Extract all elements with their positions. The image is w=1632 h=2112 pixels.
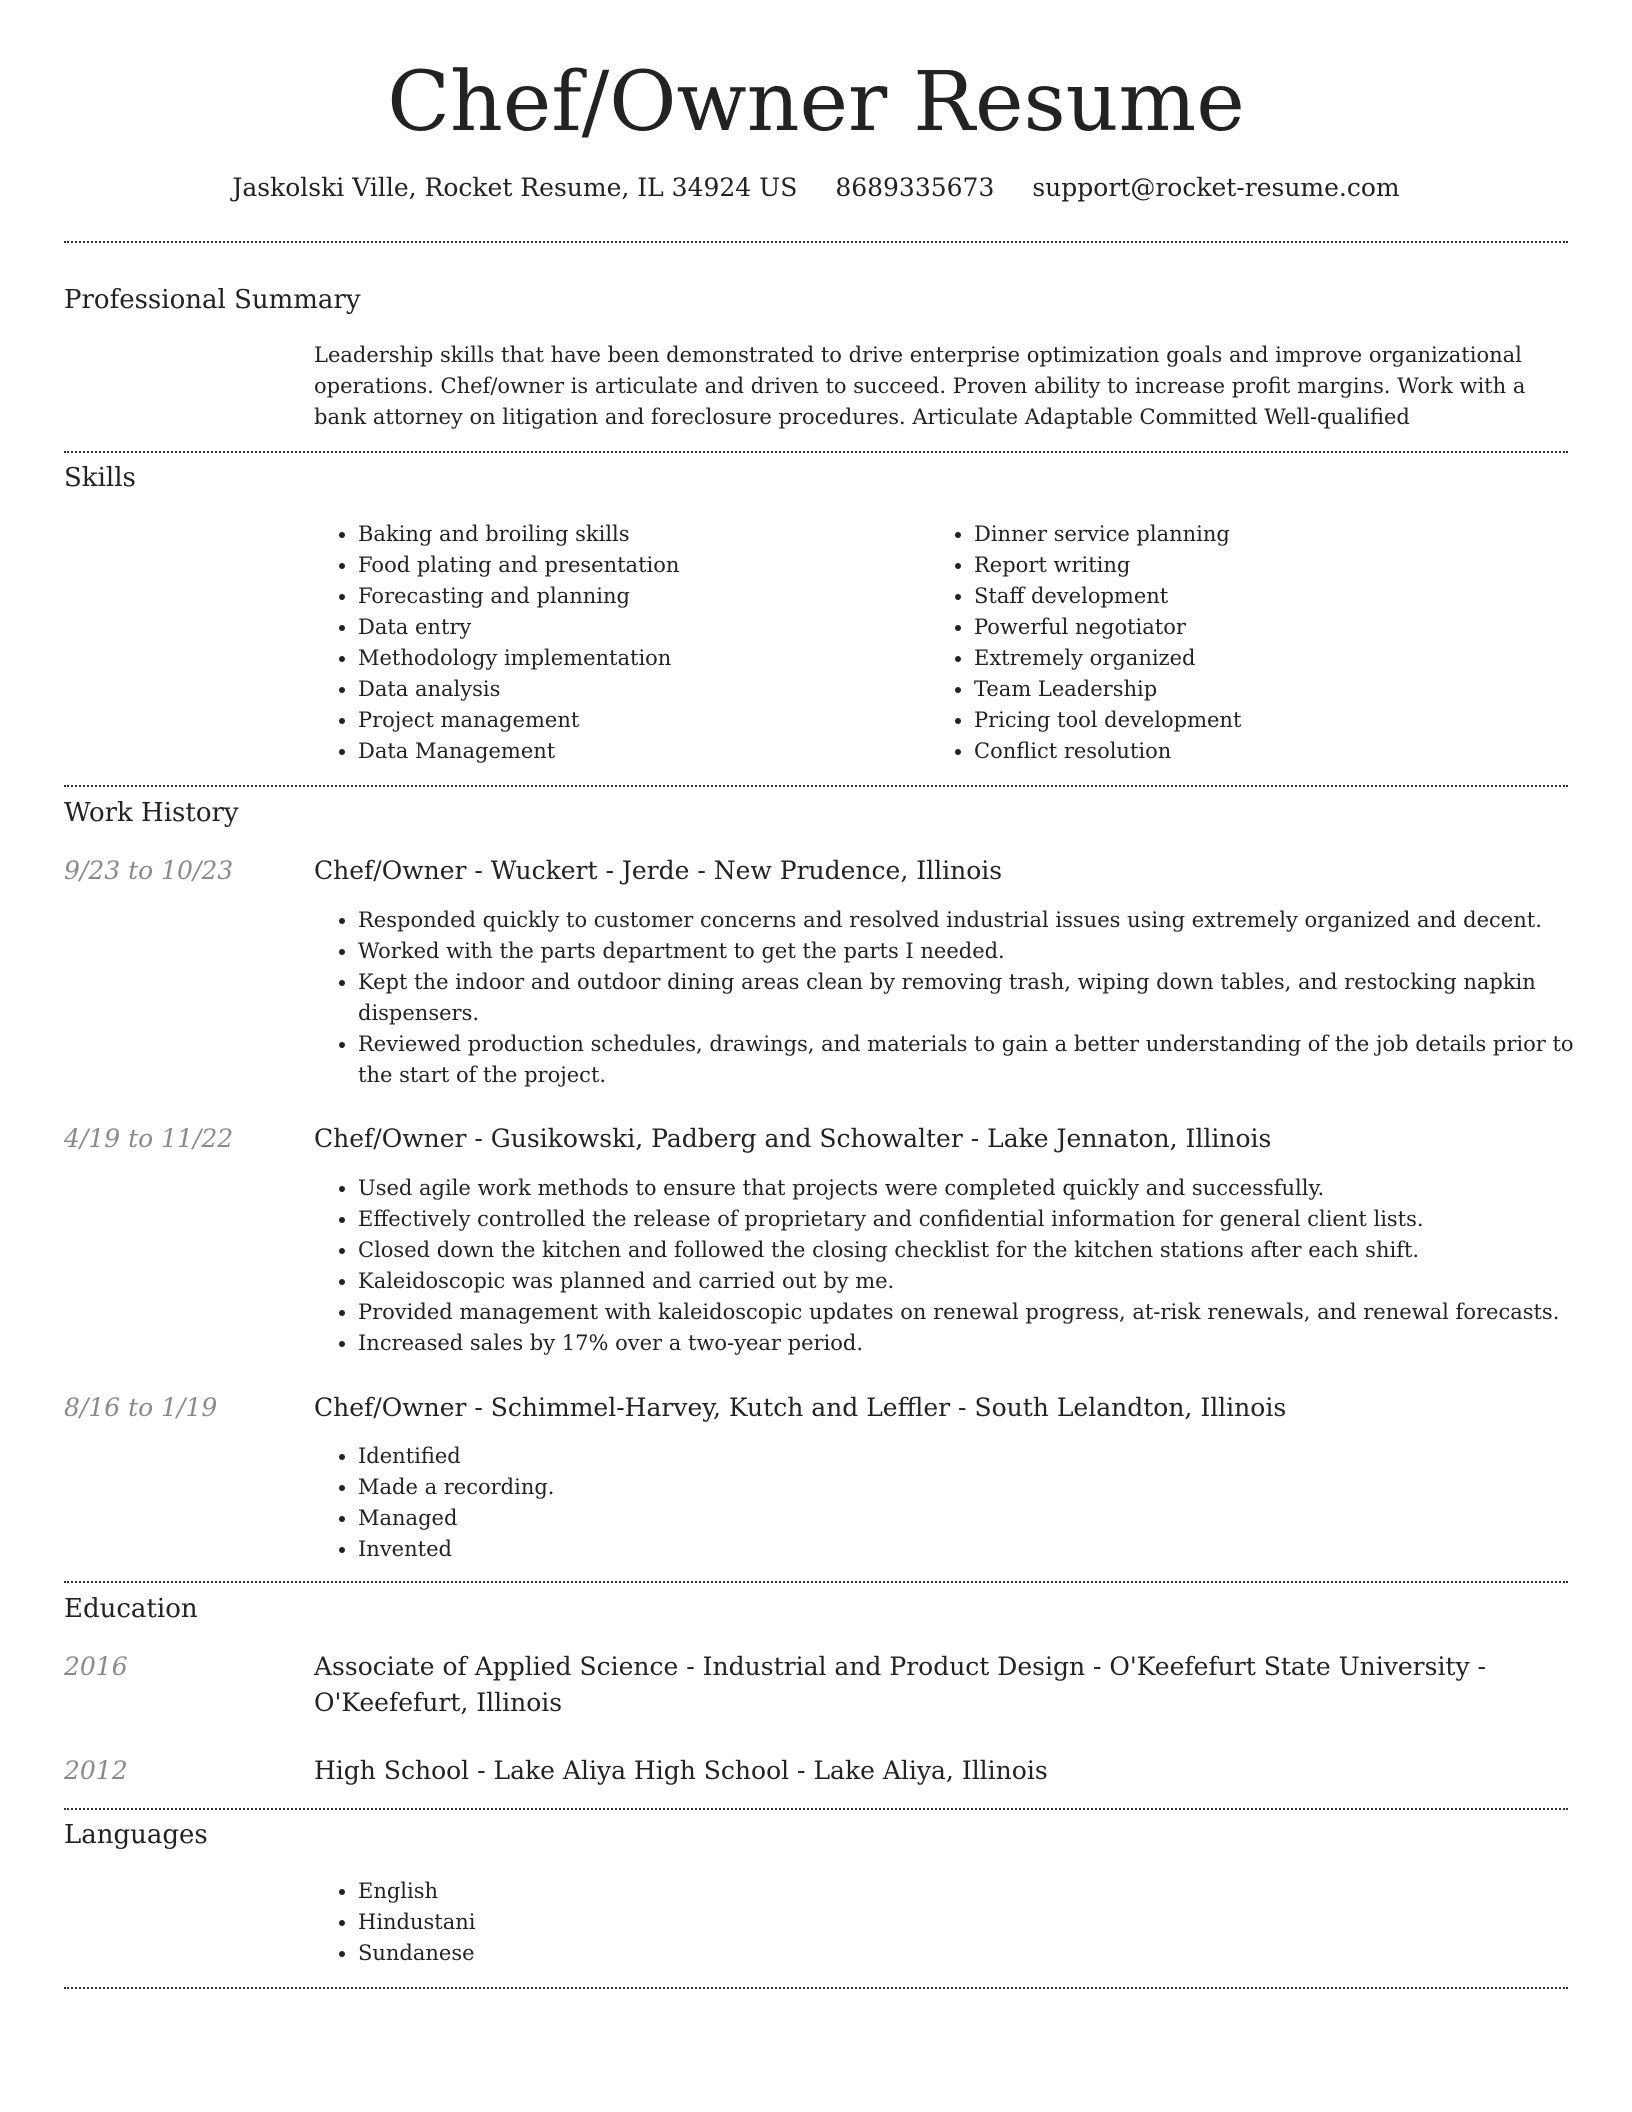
- education-year: 2016: [64, 1652, 128, 1681]
- job-title: Chef/Owner - Schimmel-Harvey, Kutch and Leffler - South Lelandton, Illinois: [314, 1393, 1287, 1422]
- contact-line: [0, 168, 1632, 208]
- job-bullet: • Reviewed production schedules, drawings, and materials to gain a better understanding of the job details prior to the start of the project.: [358, 1029, 1608, 1091]
- section-heading-languages: Languages: [64, 1820, 208, 1850]
- skill-item: • Pricing tool development: [974, 705, 1574, 736]
- job-bullet: • Increased sales by 17% over a two-year period.: [358, 1328, 1608, 1359]
- education-title: High School - Lake Aliya High School - Lake Aliya, Illinois: [314, 1756, 1048, 1785]
- skill-item: • Team Leadership: [974, 674, 1574, 705]
- skill-item: • Powerful negotiator: [974, 612, 1574, 643]
- job-bullets: [314, 1173, 1608, 1359]
- skill-item: • Project management: [358, 705, 918, 736]
- resume-title: Chef/Owner Resume: [387, 55, 1245, 150]
- skill-item: • Data Management: [358, 736, 918, 767]
- skill-item: • Forecasting and planning: [358, 581, 918, 612]
- job-bullet: • Worked with the parts department to get the parts I needed.: [358, 936, 1608, 967]
- job-bullet: • Kaleidoscopic was planned and carried out by me.: [358, 1266, 1608, 1297]
- job-bullet: • Invented: [358, 1534, 1608, 1565]
- skill-item: • Food plating and presentation: [358, 550, 918, 581]
- skill-item: • Baking and broiling skills: [358, 519, 918, 550]
- section-heading-education: Education: [64, 1594, 198, 1624]
- contact-address: Jaskolski Ville, Rocket Resume, IL 34924 US: [232, 173, 798, 202]
- job-bullet: • Effectively controlled the release of proprietary and confidential information for general client lists.: [358, 1204, 1608, 1235]
- education-year: 2012: [64, 1756, 128, 1785]
- job-bullet: • Provided management with kaleidoscopic updates on renewal progress, at-risk renewals, and renewal forecasts.: [358, 1297, 1608, 1328]
- job-bullet: • Identified: [358, 1441, 1608, 1472]
- education-title: Associate of Applied Science - Industrial and Product Design - O'Keefefurt State University - O'Keefefurt, Illinois: [314, 1652, 1486, 1717]
- section-heading-summary: Professional Summary: [64, 285, 361, 315]
- job-bullets: [314, 1441, 1608, 1565]
- skill-item: • Data analysis: [358, 674, 918, 705]
- divider: [64, 1808, 1568, 1810]
- language-item: • Hindustani: [358, 1907, 958, 1938]
- skill-item: • Extremely organized: [974, 643, 1574, 674]
- job-title: Chef/Owner - Wuckert - Jerde - New Prudence, Illinois: [314, 856, 1003, 885]
- job-dates: 9/23 to 10/23: [64, 856, 234, 885]
- languages-list: [314, 1876, 958, 1969]
- section-heading-work-history: Work History: [64, 798, 239, 828]
- job-bullet: • Closed down the kitchen and followed the closing checklist for the kitchen stations after each shift.: [358, 1235, 1608, 1266]
- job-bullet: • Used agile work methods to ensure that projects were completed quickly and successfully.: [358, 1173, 1608, 1204]
- job-dates: 8/16 to 1/19: [64, 1393, 218, 1422]
- divider: [64, 451, 1568, 453]
- divider: [64, 241, 1568, 243]
- skill-item: • Conflict resolution: [974, 736, 1574, 767]
- contact-phone[interactable]: 8689335673: [835, 173, 995, 202]
- job-bullet: • Responded quickly to customer concerns and resolved industrial issues using extremely organized and decent.: [358, 905, 1608, 936]
- divider: [64, 785, 1568, 787]
- contact-email[interactable]: support@rocket-resume.com: [1032, 173, 1400, 202]
- skill-item: • Dinner service planning: [974, 519, 1574, 550]
- skills-list-left: [314, 519, 918, 767]
- skill-item: • Data entry: [358, 612, 918, 643]
- job-bullets: [314, 905, 1608, 1091]
- divider: [64, 1987, 1568, 1989]
- summary-text: Leadership skills that have been demonstrated to drive enterprise optimization goals and improve organizational operations. Chef/owner is articulate and driven to succeed. Proven ability to increase profit margins. Work with a bank attorney on litigation and foreclosure procedures. Articulate Adaptable Committed Well-qualified: [314, 343, 1526, 429]
- job-bullet: • Managed: [358, 1503, 1608, 1534]
- section-heading-skills: Skills: [64, 463, 136, 493]
- job-bullet: • Kept the indoor and outdoor dining areas clean by removing trash, wiping down tables, and restocking napkin dispensers.: [358, 967, 1608, 1029]
- job-bullet: • Made a recording.: [358, 1472, 1608, 1503]
- language-item: • Sundanese: [358, 1938, 958, 1969]
- skill-item: • Methodology implementation: [358, 643, 918, 674]
- job-title: Chef/Owner - Gusikowski, Padberg and Schowalter - Lake Jennaton, Illinois: [314, 1124, 1272, 1153]
- skills-list-right: [930, 519, 1574, 767]
- language-item: • English: [358, 1876, 958, 1907]
- divider: [64, 1581, 1568, 1583]
- skill-item: • Report writing: [974, 550, 1574, 581]
- skill-item: • Staff development: [974, 581, 1574, 612]
- job-dates: 4/19 to 11/22: [64, 1124, 234, 1153]
